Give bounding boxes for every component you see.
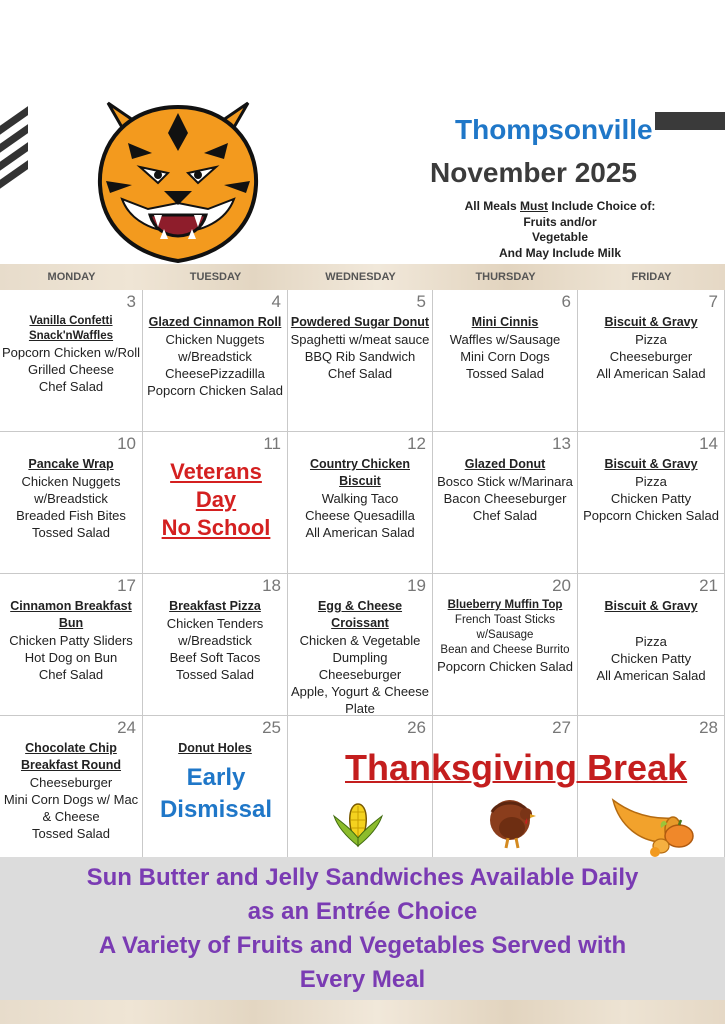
entree-title: Cinnamon Breakfast Bun — [10, 599, 132, 630]
menu-item: Chef Salad — [472, 508, 538, 523]
day-cell — [0, 432, 143, 574]
entree-title: Pancake Wrap — [28, 457, 114, 471]
menu-items — [143, 740, 287, 757]
thanksgiving-break-banner: Thanksgiving Break — [345, 747, 688, 788]
veterans-day-notice: Veterans Day No School — [161, 459, 271, 540]
menu-item: Chicken Tenders w/Breadstick — [166, 616, 264, 648]
menu-items — [433, 314, 577, 382]
menu-items — [143, 314, 287, 399]
date-number: 13 — [552, 434, 571, 453]
date-number: 24 — [117, 718, 136, 737]
menu-items — [0, 314, 142, 395]
entree-title: Glazed Cinnamon Roll — [148, 315, 282, 329]
menu-item: Cheeseburger — [318, 667, 402, 682]
meal-requirement: All Meals Must Include Choice of: Fruits and/or Vegetable And May Include Milk — [464, 199, 656, 260]
menu-item: CheesePizzadilla — [165, 366, 265, 381]
corn-icon — [330, 798, 386, 850]
date-number: 4 — [271, 292, 281, 311]
menu-item: Chicken Patty — [610, 651, 692, 666]
entree-title: Powdered Sugar Donut — [290, 315, 430, 329]
menu-items — [288, 456, 432, 541]
menu-item: BBQ Rib Sandwich — [304, 349, 416, 364]
entree-title: Glazed Donut — [464, 457, 546, 471]
date-number: 27 — [552, 718, 571, 737]
menu-item: Chef Salad — [38, 667, 104, 682]
menu-item: Popcorn Chicken Salad — [147, 383, 283, 398]
date-number: 10 — [117, 434, 136, 453]
footer-line: as an Entrée Choice — [247, 898, 478, 925]
early-dismissal-notice: Early Dismissal — [159, 764, 273, 823]
menu-item: Chicken Nuggets w/Breadstick — [165, 332, 265, 364]
menu-item: All American Salad — [596, 366, 706, 381]
menu-item: Chicken Patty Sliders — [9, 633, 133, 648]
menu-item: Pizza — [635, 332, 667, 347]
menu-item: Grilled Cheese — [28, 362, 114, 377]
menu-item: Popcorn Chicken Salad — [437, 659, 573, 674]
menu-items — [0, 456, 142, 541]
menu-item: Hot Dog on Bun — [24, 650, 118, 665]
day-cell — [0, 574, 143, 716]
decorative-stripes — [0, 112, 24, 198]
menu-item: Cheese Quesadilla — [305, 508, 415, 523]
weekday-tuesday: TUESDAY — [189, 271, 242, 283]
day-cell — [433, 574, 578, 716]
menu-item: Pizza — [635, 634, 667, 649]
footer-line: A Variety of Fruits and Vegetables Served with — [98, 932, 627, 959]
menu-item: Tossed Salad — [465, 366, 545, 381]
date-number: 3 — [126, 292, 136, 311]
entree-title: Breakfast Pizza — [169, 599, 261, 613]
entree-title: Mini Cinnis — [471, 315, 539, 329]
date-number: 20 — [552, 576, 571, 595]
month-title: November 2025 — [430, 157, 638, 188]
entree-title: Vanilla Confetti Snack'nWaffles — [28, 315, 114, 342]
menu-items — [288, 314, 432, 382]
footer-line: Every Meal — [299, 966, 426, 993]
menu-item: Bacon Cheeseburger — [443, 491, 567, 506]
decorative-bar — [655, 112, 725, 130]
menu-item: Chicken & Vegetable Dumpling — [299, 633, 421, 665]
must-emphasis: Must — [520, 199, 548, 213]
menu-item: Tossed Salad — [31, 826, 111, 841]
entree-title: Blueberry Muffin Top — [447, 599, 563, 611]
date-number: 25 — [262, 718, 281, 737]
date-number: 28 — [699, 718, 718, 737]
menu-item: Chef Salad — [327, 366, 393, 381]
entree-title: Chocolate Chip Breakfast Round — [20, 741, 122, 772]
weekday-friday: FRIDAY — [631, 271, 672, 283]
menu-items — [578, 314, 724, 382]
date-number: 18 — [262, 576, 281, 595]
menu-item: Waffles w/Sausage — [449, 332, 561, 347]
entree-title: Egg & Cheese Croissant — [317, 599, 403, 630]
entree-title: Biscuit & Gravy — [604, 599, 698, 613]
day-cell — [143, 574, 288, 716]
day-cell — [143, 290, 288, 432]
menu-item: Tossed Salad — [31, 525, 111, 540]
menu-item: Popcorn Chicken Salad — [583, 508, 719, 523]
date-number: 19 — [407, 576, 426, 595]
day-cell — [288, 432, 433, 574]
day-cell — [0, 290, 143, 432]
menu-item: Cheeseburger — [609, 349, 693, 364]
entree-title: Donut Holes — [178, 741, 252, 755]
day-cell — [433, 290, 578, 432]
day-cell — [288, 574, 433, 716]
weekday-monday: MONDAY — [47, 271, 96, 283]
menu-items — [0, 740, 142, 842]
menu-item: French Toast Sticks w/Sausage — [454, 614, 556, 641]
date-number: 17 — [117, 576, 136, 595]
entree-title: Biscuit & Gravy — [604, 315, 698, 329]
entree-title: Biscuit & Gravy — [604, 457, 698, 471]
menu-item: Beef Soft Tacos — [169, 650, 261, 665]
day-cell — [578, 432, 725, 574]
wood-border — [0, 1000, 725, 1024]
day-cell — [0, 716, 143, 858]
menu-item: Bosco Stick w/Marinara — [437, 474, 573, 489]
menu-items — [288, 598, 432, 717]
menu-item: Bean and Cheese Burrito — [440, 644, 570, 656]
footer-notice — [0, 857, 725, 1000]
menu-items — [433, 598, 577, 675]
menu-item: Mini Corn Dogs w/ Mac & Cheese — [3, 792, 139, 824]
turkey-icon — [482, 796, 542, 852]
menu-item: All American Salad — [305, 525, 415, 540]
date-number: 5 — [416, 292, 426, 311]
day-cell — [578, 290, 725, 432]
date-number: 6 — [561, 292, 571, 311]
weekday-header — [0, 264, 725, 290]
school-name: Thompsonville — [455, 114, 653, 145]
day-cell — [288, 290, 433, 432]
menu-items — [578, 598, 724, 684]
weekday-thursday: THURSDAY — [475, 271, 536, 283]
menu-item: Chicken Nuggets w/Breadstick — [21, 474, 121, 506]
menu-items — [578, 456, 724, 524]
day-cell — [433, 432, 578, 574]
date-number: 21 — [699, 576, 718, 595]
menu-item: Cheeseburger — [29, 775, 113, 790]
weekday-wednesday: WEDNESDAY — [325, 271, 396, 283]
day-cell — [578, 574, 725, 716]
date-number: 12 — [407, 434, 426, 453]
date-number: 11 — [263, 434, 281, 453]
date-number: 14 — [699, 434, 718, 453]
menu-items — [143, 598, 287, 683]
menu-items — [433, 456, 577, 524]
menu-item: Mini Corn Dogs — [460, 349, 550, 364]
date-number: 7 — [708, 292, 718, 311]
menu-item: Chicken Patty — [610, 491, 692, 506]
entree-title: Country Chicken Biscuit — [309, 457, 410, 488]
footer-line: Sun Butter and Jelly Sandwiches Available Daily — [86, 864, 639, 891]
menu-item: Spaghetti w/meat sauce — [290, 332, 430, 347]
menu-item: Tossed Salad — [175, 667, 255, 682]
menu-item: Breaded Fish Bites — [16, 508, 126, 523]
date-number: 26 — [407, 718, 426, 737]
menu-item: Apple, Yogurt & Cheese Plate — [290, 684, 430, 716]
tiger-mascot-icon — [88, 93, 268, 265]
menu-item: Pizza — [635, 474, 667, 489]
menu-items — [0, 598, 142, 683]
menu-item: All American Salad — [596, 668, 706, 683]
menu-item: Walking Taco — [321, 491, 399, 506]
menu-item: Chef Salad — [38, 379, 104, 394]
cornucopia-icon — [609, 794, 699, 860]
menu-item: Popcorn Chicken w/Roll — [1, 345, 140, 360]
